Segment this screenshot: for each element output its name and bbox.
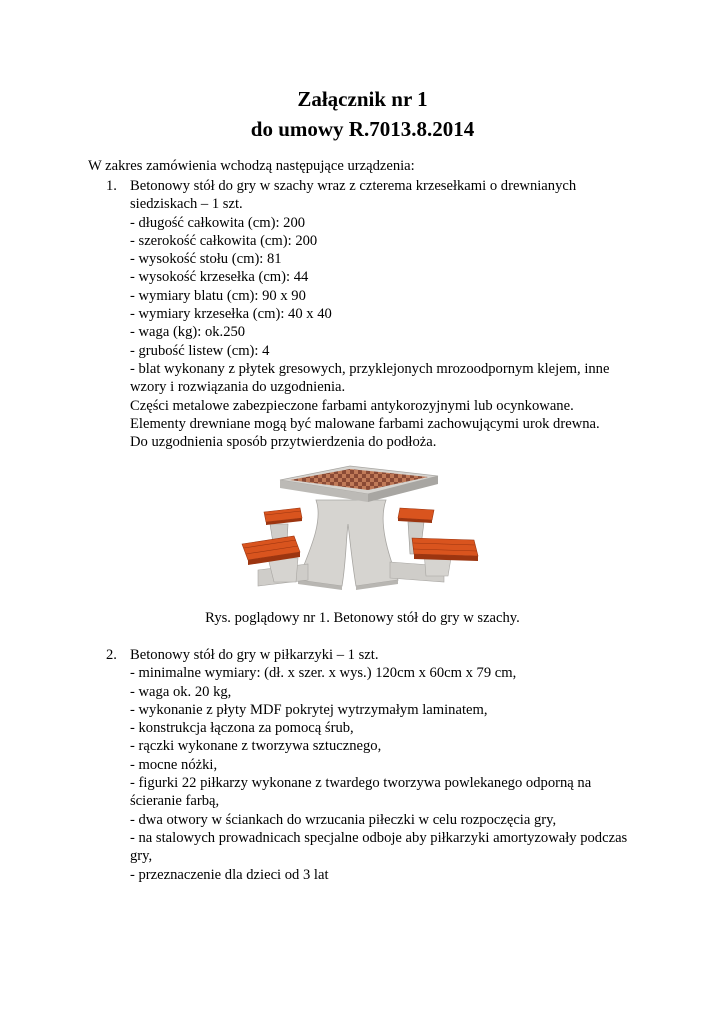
intro-text: W zakres zamówienia wchodzą następujące urządzenia: (88, 158, 415, 174)
item-1-number: 1. (106, 178, 117, 194)
item-1-line: - szerokość całkowita (cm): 200 (130, 232, 318, 249)
figure-caption: Rys. poglądowy nr 1. Betonowy stół do gry w szachy. (205, 610, 520, 626)
item-1-line: - wysokość krzesełka (cm): 44 (130, 269, 309, 286)
item-2-number: 2. (106, 647, 117, 663)
item-2-line: - konstrukcja łączona za pomocą śrub, (130, 720, 354, 737)
attachment-title: Załącznik nr 1 (297, 87, 428, 111)
item-1-line: - wymiary krzesełka (cm): 40 x 40 (130, 306, 332, 323)
item-1-line: siedziskach – 1 szt. (130, 196, 243, 213)
item-1-line: - blat wykonany z płytek gresowych, przyklejonych mrozoodpornym klejem, inne (130, 360, 610, 377)
item-1-line: Betonowy stół do gry w szachy wraz z czterema krzesełkami o drewnianych (130, 178, 577, 194)
item-1-line: - długość całkowita (cm): 200 (130, 214, 306, 231)
item-2-line: - rączki wykonane z tworzywa sztucznego, (130, 738, 382, 755)
item-2-line: - na stalowych prowadnicach specjalne odboje aby piłkarzyki amortyzowały podczas (130, 829, 628, 846)
item-1-line: Elementy drewniane mogą być malowane farbami zachowującymi urok drewna. (130, 415, 600, 432)
item-1-line: - wysokość stołu (cm): 81 (130, 251, 282, 268)
chess-table-illustration (238, 462, 488, 602)
item-2-line: - mocne nóżki, (130, 756, 218, 773)
item-2-line: Betonowy stół do gry w piłkarzyki – 1 szt. (130, 647, 379, 663)
item-2-line: - figurki 22 piłkarzy wykonane z twardego tworzywa powlekanego odporną na (130, 775, 592, 792)
table-top (280, 466, 438, 502)
item-2-line: ścieranie farbą, (130, 793, 220, 810)
item-2-line: - minimalne wymiary: (dł. x szer. x wys.) 120cm x 60cm x 79 cm, (130, 665, 517, 682)
item-1-line: Do uzgodnienia sposób przytwierdzenia do podłoża. (130, 434, 437, 451)
item-1-line: - grubość listew (cm): 4 (130, 342, 270, 359)
item-1-description (130, 177, 650, 451)
contract-reference: do umowy R.7013.8.2014 (250, 117, 475, 141)
item-2-line: - wykonanie z płyty MDF pokrytej wytrzymałym laminatem, (130, 701, 488, 718)
item-1-line: wzory i rozwiązania do uzgodnienia. (130, 379, 346, 396)
item-1-line: - waga (kg): ok.250 (130, 324, 246, 341)
item-2-line: - waga ok. 20 kg, (130, 683, 232, 700)
item-2-description (130, 646, 650, 884)
item-1-line: - wymiary blatu (cm): 90 x 90 (130, 287, 306, 304)
item-2-line: - dwa otwory w ściankach do wrzucania piłeczki w celu rozpoczęcia gry, (130, 811, 557, 828)
item-2-line: gry, (130, 848, 153, 865)
item-1-line: Części metalowe zabezpieczone farbami antykorozyjnymi lub ocynkowane. (130, 397, 574, 414)
item-2-line: - przeznaczenie dla dzieci od 3 lat (130, 866, 329, 883)
